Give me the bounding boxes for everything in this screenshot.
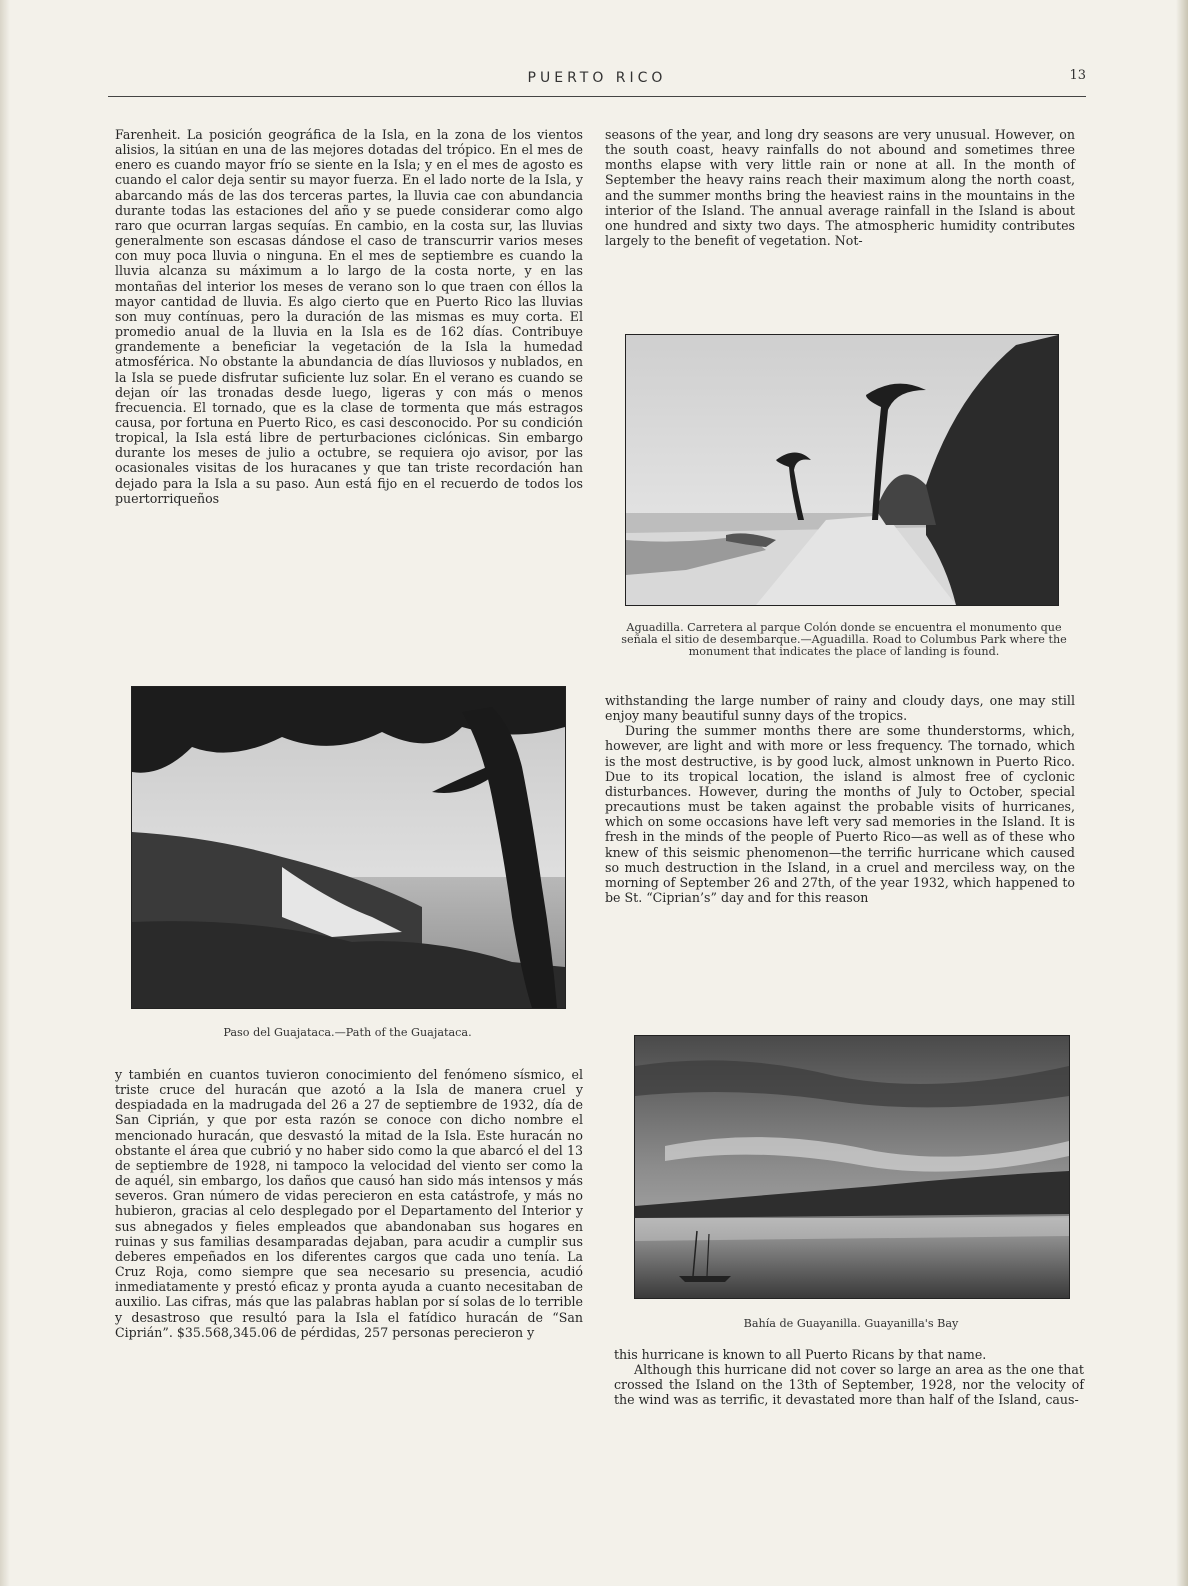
aguadilla-caption: Aguadilla. Carretera al parque Colón donde se encuentra el monumento que señala el sitio de desembarque.—Aguadilla. Road to Columbus Park where the monument that indicates the place of landing is found.	[621, 621, 1067, 658]
guayanilla-caption: Bahía de Guayanilla. Guayanilla's Bay	[743, 1317, 959, 1330]
page-header	[108, 62, 1086, 97]
paragraph: seasons of the year, and long dry seasons are very unusual. However, on the south coast, heavy rainfalls do not abound and sometimes three months elapse with very little rain or none at all. In the month of September the heavy rains reach their maximum along the north coast, and the summer months bring the heaviest rains in the mountains in the interior of the Island. The annual average rainfall in the Island is about one hundred and sixty two days. The atmospheric humidity contributes largely to the benefit of vegetation. Not-	[605, 127, 1075, 249]
right-column-top-text	[605, 127, 1075, 248]
page-number: 13	[1069, 68, 1086, 83]
paragraph: withstanding the large number of rainy and cloudy days, one may still enjoy many beautiful sunny days of the tropics.	[605, 693, 1075, 724]
left-column-top-text	[115, 127, 583, 506]
paragraph: this hurricane is known to all Puerto Ricans by that name.	[614, 1347, 987, 1362]
paragraph: y también en cuantos tuvieron conocimiento del fenómeno sísmico, el triste cruce del huracán que azotó a la Isla de manera cruel y despiadada en la madrugada del 26 a 27 de septiembre de 1932, día de San Ciprián, y que por esta razón se conoce con dicho nombre el mencionado huracán, que desvastó la mitad de la Isla. Este huracán no obstante el área que cubrió y no haber sido como la que abarcó el del 13 de septiembre de 1928, ni tampoco la velocidad del viento ser como la de aquél, sin embargo, los daños que causó han sido más intensos y más severos. Gran número de vidas perecieron en esta catástrofe, y más no hubieron, gracias al celo desplegado por el Departamento del Interior y sus abnegados y fieles empleados que abandonaban sus hogares en ruinas y sus familias desamparadas dejaban, para acudir a cumplir sus deberes empeñados en los diferentes cargos que cada uno tenía. La Cruz Roja, como siempre que sea necesario su presencia, acudió inmediatamente y prestó eficaz y pronta ayuda a cuanto necesitaban de auxilio. Las cifras, más que las palabras hablan por sí solas de lo terrible y desastroso que resultó para la Isla el fatídico huracán de “San Ciprián”. $35.568,345.06 de pérdidas, 257 personas perecieron y	[115, 1067, 583, 1340]
running-title: PUERTO RICO	[527, 70, 667, 86]
paragraph: Although this hurricane did not cover so large an area as the one that crossed the Island on the 13th of September, 1928, nor the velocity of the wind was as terrific, it devastated more than half of the Island, caus-	[614, 1362, 1084, 1408]
guajataca-caption: Paso del Guajataca.—Path of the Guajataca.	[223, 1026, 472, 1039]
right-column-bottom-text	[614, 1347, 1084, 1408]
left-column-bottom-text	[115, 1067, 583, 1340]
guajataca-photo	[131, 686, 566, 1009]
paragraph: Farenheit. La posición geográfica de la Isla, en la zona de los vientos alisios, la sitúan en una de las mejores dotadas del trópico. En el mes de enero es cuando mayor frío se siente en la Isla; y en el mes de agosto es cuando el calor deja sentir su mayor fuerza. En el lado norte de la Isla, y abarcando más de las dos terceras partes, la lluvia cae con abundancia durante todas las estaciones del año y se puede considerar como algo raro que ocurran largas sequías. En cambio, en la costa sur, las lluvias generalmente son escasas dándose el caso de transcurrir varios meses con muy poca lluvia o ninguna. En el mes de septiembre es cuando la lluvia alcanza su máximum a lo largo de la costa norte, y en las montañas del interior los meses de verano son lo que traen con éllos la mayor cantidad de lluvia. Es algo cierto que en Puerto Rico las lluvias son muy contínuas, pero la duración de las mismas es muy corta. El promedio anual de la lluvia en la Isla es de 162 días. Contribuye grandemente a beneficiar la vegetación de la Isla la humedad atmosférica. No obstante la abundancia de días lluviosos y nublados, en la Isla se puede disfrutar suficiente luz solar. En el verano es cuando se dejan oír las tronadas desde luego, ligeras y con más o menos frecuencia. El tornado, que es la clase de tormenta que más estragos causa, por fortuna en Puerto Rico, es casi desconocido. Por su condición tropical, la Isla está libre de perturbaciones ciclónicas. Sin embargo durante los meses de julio a octubre, se requiera ojo avisor, por las ocasionales visitas de los huracanes y que tan triste recordación han dejado para la Isla a su paso. Aun está fijo en el recuerdo de todos los puertorriqueños	[115, 127, 583, 506]
right-column-middle-text	[605, 693, 1075, 905]
page-edge-left	[0, 0, 10, 1586]
paragraph: During the summer months there are some thunderstorms, which, however, are light and with more or less frequency. The tornado, which is the most destructive, is by good luck, almost unknown in Puerto Rico. Due to its tropical location, the island is almost free of cyclonic disturbances. However, during the months of July to October, special precautions must be taken against the probable visits of hurricanes, which on some occasions have left very sad memories in the Island. It is fresh in the minds of the people of Puerto Rico—as well as of these who knew of this seismic phenomenon—the terrific hurricane which caused so much destruction in the Island, in a cruel and merciless way, on the morning of September 26 and 27th, of the year 1932, which happened to be St. “Ciprian’s” day and for this reason	[605, 723, 1075, 906]
aguadilla-photo	[625, 334, 1059, 606]
guayanilla-photo	[634, 1035, 1070, 1299]
page-edge-right	[1176, 0, 1188, 1586]
